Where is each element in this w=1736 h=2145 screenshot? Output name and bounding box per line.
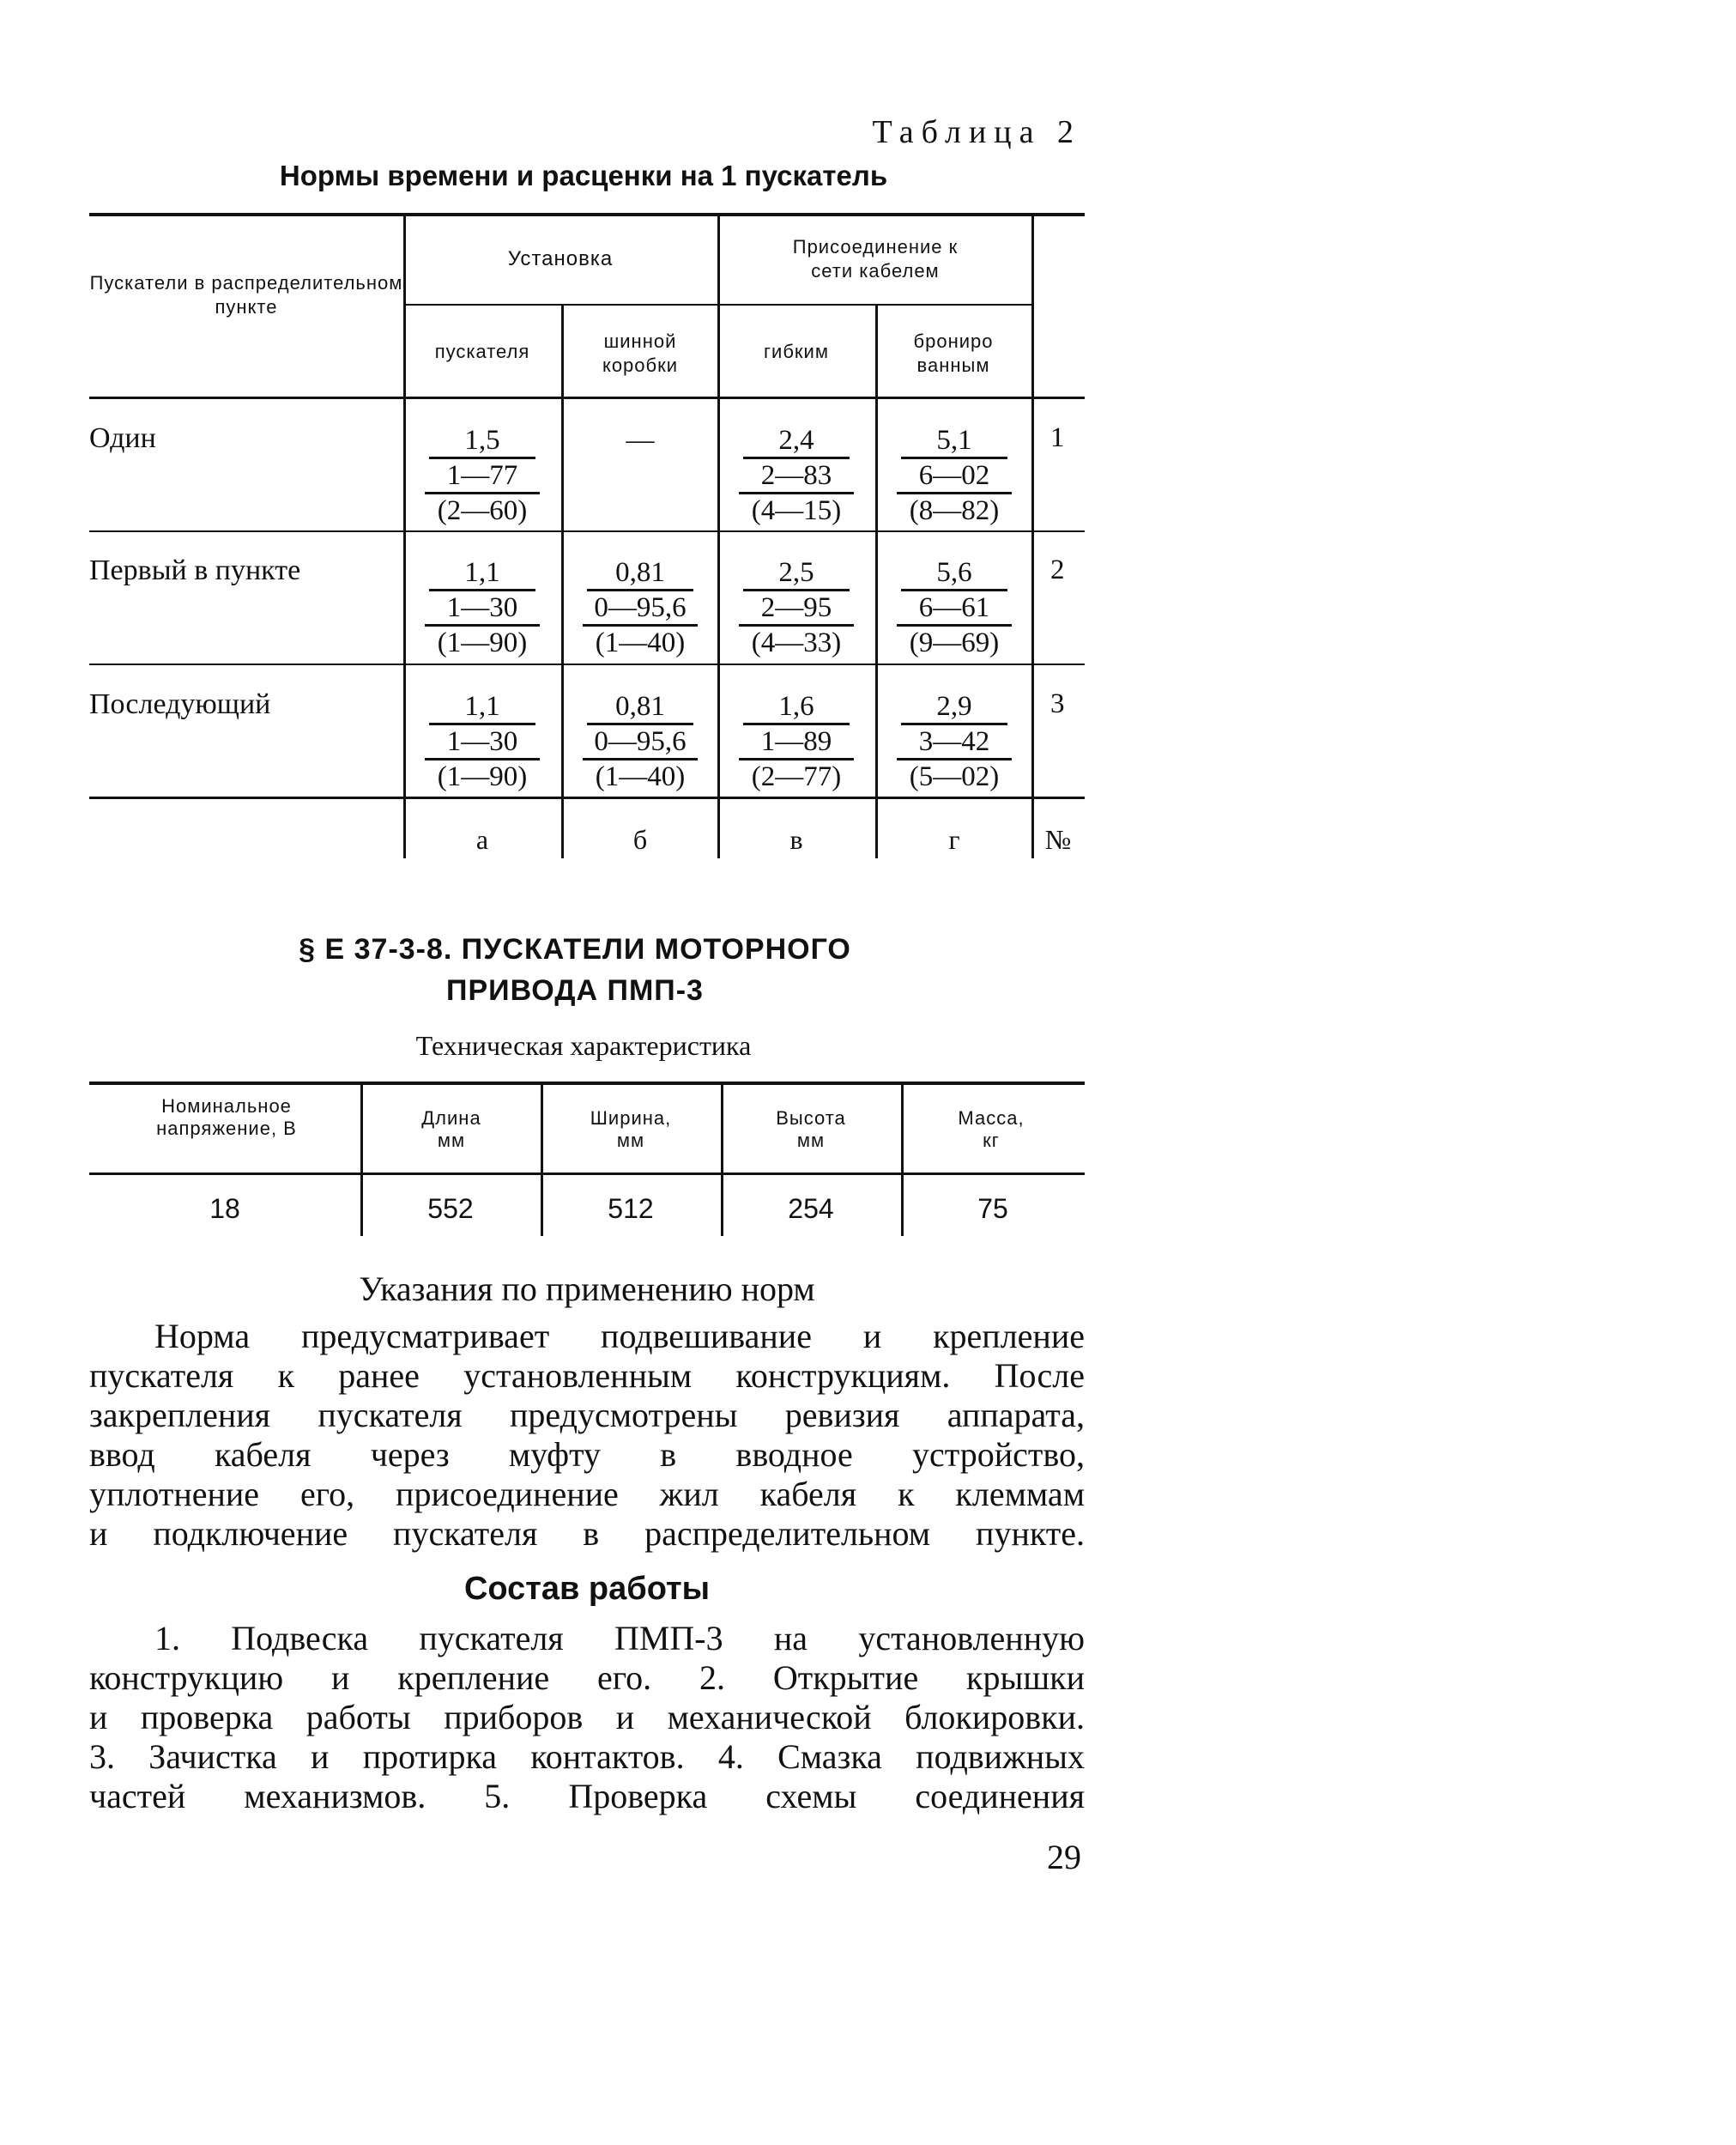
header-connect: Присоединение к сети кабелем <box>792 236 959 282</box>
text-line: конструкцию и крепление его. 2. Открытие крышки <box>89 1658 1085 1697</box>
rate-cell <box>403 556 561 659</box>
time-norm: 1,6 <box>743 690 850 725</box>
header-row-label: Пускатели в распределительном пункте <box>89 272 403 318</box>
rate-alt-value: (8—82) <box>909 495 1000 526</box>
table-rule <box>89 797 1085 799</box>
norms-table <box>89 213 1085 874</box>
column-key: б <box>632 824 648 855</box>
tech-header: Высота мм <box>776 1107 846 1151</box>
header-install: Установка <box>507 247 614 270</box>
text-line: Норма предусматривает подвешивание и крепление <box>154 1317 1085 1355</box>
rate-cell <box>875 424 1033 527</box>
table-rule <box>89 213 1085 216</box>
rate-alt-value: (4—15) <box>751 495 842 526</box>
header-col-d: брониро ванным <box>913 330 994 376</box>
empty-dash: — <box>626 425 655 456</box>
row-label: Один <box>89 422 156 454</box>
rate-cell <box>561 424 719 457</box>
rate-alt-value: (5—02) <box>909 761 1000 792</box>
time-norm: 2,4 <box>743 424 850 459</box>
rate-alt-value: (1—90) <box>437 627 528 658</box>
section-title <box>232 929 918 1011</box>
time-norm: 1,5 <box>429 424 535 459</box>
text-line: частей механизмов. 5. Проверка схемы соединения <box>89 1777 1085 1815</box>
text-line: закрепления пускателя предусмотрены ревизия аппарата, <box>89 1396 1085 1434</box>
rate-value: 3—42 <box>897 725 1012 760</box>
rate-alt-value: (1—40) <box>595 627 686 658</box>
column-key: № <box>1044 824 1072 855</box>
rate-alt-value: (1—90) <box>437 761 528 792</box>
page-number: 29 <box>1047 1838 1081 1876</box>
rate-value: 1—30 <box>425 591 540 627</box>
rate-cell <box>403 424 561 527</box>
rate-cell <box>561 690 719 793</box>
text-line: 1. Подвеска пускателя ПМП-3 на установленную <box>154 1619 1085 1657</box>
section-title-line: § Е 37-3-8. ПУСКАТЕЛИ МОТОРНОГО <box>299 933 851 966</box>
section-title-line: ПРИВОДА ПМП-3 <box>446 974 704 1007</box>
rate-cell <box>717 424 875 527</box>
table-title: Нормы времени и расценки на 1 пускатель <box>279 160 888 191</box>
column-key: в <box>789 824 803 855</box>
time-norm: 5,1 <box>901 424 1007 459</box>
rate-cell <box>875 556 1033 659</box>
rate-value: 2—95 <box>739 591 854 627</box>
rate-value: 2—83 <box>739 459 854 494</box>
rate-alt-value: (9—69) <box>909 627 1000 658</box>
time-norm: 2,9 <box>901 690 1007 725</box>
tech-value: 552 <box>427 1193 474 1224</box>
header-col-c: гибким <box>764 341 829 362</box>
column-key: г <box>948 824 960 855</box>
text-line: ввод кабеля через муфту в вводное устройство, <box>89 1435 1085 1474</box>
rate-cell <box>561 556 719 659</box>
rate-value: 0—95,6 <box>583 591 698 627</box>
rate-alt-value: (1—40) <box>595 761 686 792</box>
table-rule <box>89 397 1085 399</box>
tech-value: 18 <box>209 1193 240 1224</box>
time-norm: 0,81 <box>587 556 693 591</box>
guidance-paragraph <box>89 1317 1085 1554</box>
rate-cell <box>875 690 1033 793</box>
text-line: и проверка работы приборов и механической блокировки. <box>89 1698 1085 1736</box>
text-line: пускателя к ранее установленным конструкциям. После <box>89 1356 1085 1395</box>
text-line: уплотнение его, присоединение жил кабеля к клеммам <box>89 1475 1085 1513</box>
tech-header: Масса, кг <box>958 1107 1025 1151</box>
tech-value: 512 <box>608 1193 654 1224</box>
time-norm: 5,6 <box>901 556 1007 591</box>
rate-cell <box>403 690 561 793</box>
row-label: Последующий <box>89 688 271 720</box>
rate-value: 1—89 <box>739 725 854 760</box>
row-number: 3 <box>1050 688 1065 719</box>
time-norm: 0,81 <box>587 690 693 725</box>
tech-table <box>89 1082 1085 1236</box>
text-line: 3. Зачистка и протирка контактов. 4. Смазка подвижных <box>89 1737 1085 1776</box>
column-key: а <box>475 824 489 855</box>
rate-value: 6—02 <box>897 459 1012 494</box>
time-norm: 2,5 <box>743 556 850 591</box>
table-rule <box>89 1082 1085 1085</box>
rate-alt-value: (2—77) <box>751 761 842 792</box>
table-rule <box>89 530 1085 532</box>
row-label: Первый в пункте <box>89 554 301 586</box>
table-label: Таблица 2 <box>872 114 1081 150</box>
tech-header: Длина мм <box>421 1107 481 1151</box>
header-col-b: шинной коробки <box>602 330 679 376</box>
guidance-title: Указания по применению норм <box>359 1269 815 1308</box>
table-rule <box>89 663 1085 665</box>
rate-cell <box>717 690 875 793</box>
tech-header: Ширина, мм <box>590 1107 672 1151</box>
time-norm: 1,1 <box>429 556 535 591</box>
header-col-a: пускателя <box>434 341 530 362</box>
tech-value: 254 <box>788 1193 834 1224</box>
rate-value: 0—95,6 <box>583 725 698 760</box>
rate-value: 1—30 <box>425 725 540 760</box>
time-norm: 1,1 <box>429 690 535 725</box>
row-number: 1 <box>1050 422 1065 453</box>
rate-value: 1—77 <box>425 459 540 494</box>
rate-alt-value: (4—33) <box>751 627 842 658</box>
rate-alt-value: (2—60) <box>437 495 528 526</box>
tech-caption: Техническая характеристика <box>415 1030 752 1061</box>
rate-cell <box>717 556 875 659</box>
row-number: 2 <box>1050 554 1065 585</box>
work-title: Состав работы <box>463 1571 711 1607</box>
work-paragraph <box>89 1619 1085 1816</box>
tech-value: 75 <box>977 1193 1008 1224</box>
tech-header: Номинальное напряжение, В <box>156 1095 297 1139</box>
table-rule <box>89 1172 1085 1175</box>
rate-value: 6—61 <box>897 591 1012 627</box>
text-line: и подключение пускателя в распределительном пункте. <box>89 1514 1085 1553</box>
